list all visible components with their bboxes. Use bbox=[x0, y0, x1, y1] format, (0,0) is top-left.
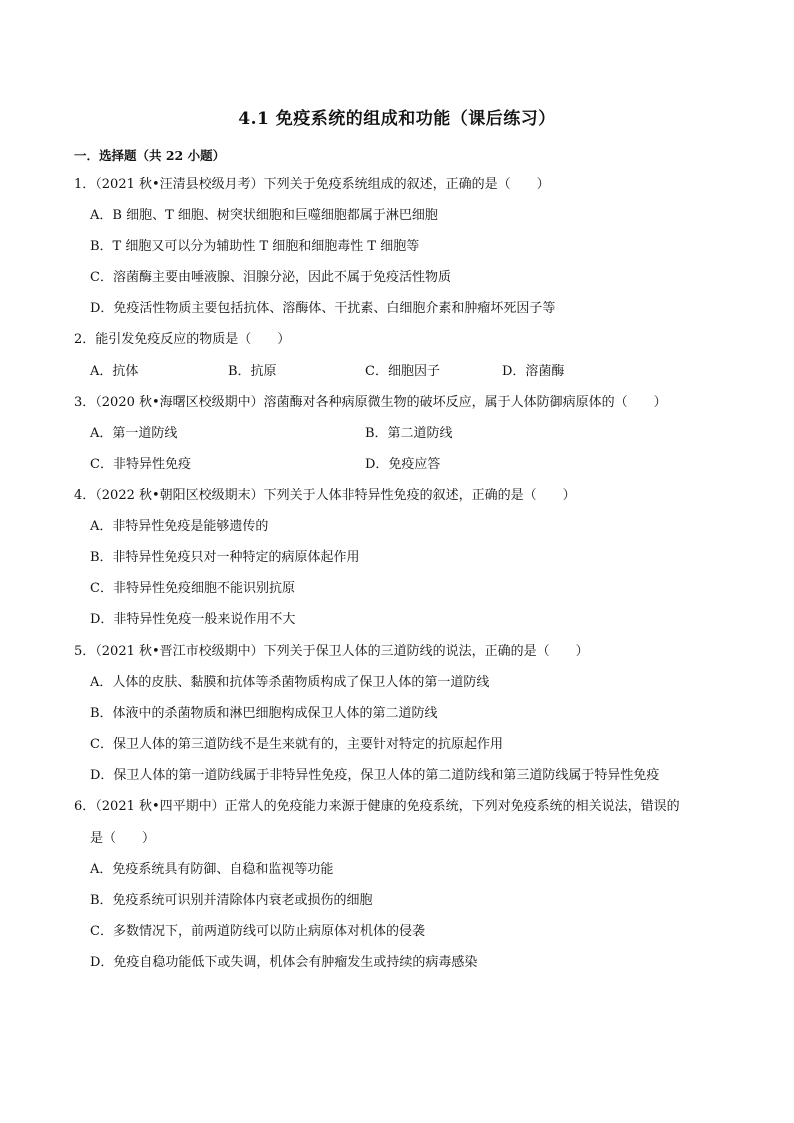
question-6-option-a: A．免疫系统具有防御、自稳和监视等功能 bbox=[90, 862, 334, 877]
question-1-option-a: A．B 细胞、T 细胞、树突状细胞和巨噬细胞都属于淋巴细胞 bbox=[90, 208, 438, 223]
question-2-stem: 2．能引发免疫反应的物质是（ ） bbox=[74, 332, 291, 347]
question-2-option-c: C．细胞因子 bbox=[365, 364, 440, 379]
question-3-option-a: A．第一道防线 bbox=[90, 426, 178, 441]
question-1-option-b: B．T 细胞又可以分为辅助性 T 细胞和细胞毒性 T 细胞等 bbox=[90, 239, 420, 254]
question-4-option-a: A．非特异性免疫是能够遗传的 bbox=[90, 519, 269, 534]
question-6-option-d: D．免疫自稳功能低下或失调，机体会有肿瘤发生或持续的病毒感染 bbox=[90, 955, 478, 970]
question-2-option-d: D．溶菌酶 bbox=[502, 364, 565, 379]
question-3-option-c: C．非特异性免疫 bbox=[90, 457, 191, 472]
question-4-option-b: B．非特异性免疫只对一种特定的病原体起作用 bbox=[90, 550, 360, 565]
question-2-option-a: A．抗体 bbox=[90, 364, 139, 379]
question-1-option-d: D．免疫活性物质主要包括抗体、溶酶体、干扰素、白细胞介素和肿瘤坏死因子等 bbox=[90, 301, 556, 316]
section-heading: 一．选择题（共 22 小题） bbox=[74, 148, 226, 163]
question-5-option-c: C．保卫人体的第三道防线不是生来就有的，主要针对特定的抗原起作用 bbox=[90, 737, 503, 752]
question-4-option-c: C．非特异性免疫细胞不能识别抗原 bbox=[90, 581, 295, 596]
question-3-option-b: B．第二道防线 bbox=[365, 426, 453, 441]
question-5-option-b: B．体液中的杀菌物质和淋巴细胞构成保卫人体的第二道防线 bbox=[90, 706, 438, 721]
question-6-stem: 6．（2021 秋•四平期中）正常人的免疫能力来源于健康的免疫系统，下列对免疫系统的相关说法，错误的 bbox=[74, 799, 680, 814]
question-6-option-b: B．免疫系统可识别并清除体内衰老或损伤的细胞 bbox=[90, 893, 373, 908]
question-1-stem: 1．（2021 秋•汪清县校级月考）下列关于免疫系统组成的叙述，正确的是（ ） bbox=[74, 177, 550, 192]
page-title: 4.1 免疫系统的组成和功能（课后练习） bbox=[238, 109, 556, 129]
question-3-stem: 3．（2020 秋•海曙区校级期中）溶菌酶对各种病原微生物的破坏反应，属于人体防御病原体的（ ） bbox=[74, 395, 667, 410]
question-3-option-d: D．免疫应答 bbox=[365, 457, 441, 472]
question-1-option-c: C．溶菌酶主要由唾液腺、泪腺分泌，因此不属于免疫活性物质 bbox=[90, 270, 451, 285]
question-4-stem: 4．（2022 秋•朝阳区校级期末）下列关于人体非特异性免疫的叙述，正确的是（ ） bbox=[74, 488, 576, 503]
question-6-stem-continued: 是（ ） bbox=[90, 831, 156, 846]
question-6-option-c: C．多数情况下，前两道防线可以防止病原体对机体的侵袭 bbox=[90, 924, 425, 939]
question-5-option-d: D．保卫人体的第一道防线属于非特异性免疫，保卫人体的第二道防线和第三道防线属于特异性免疫 bbox=[90, 768, 660, 783]
question-5-stem: 5．（2021 秋•晋江市校级期中）下列关于保卫人体的三道防线的说法，正确的是（ ） bbox=[74, 644, 589, 659]
question-2-option-b: B．抗原 bbox=[228, 364, 277, 379]
question-5-option-a: A．人体的皮肤、黏膜和抗体等杀菌物质构成了保卫人体的第一道防线 bbox=[90, 675, 490, 690]
question-4-option-d: D．非特异性免疫一般来说作用不大 bbox=[90, 612, 296, 627]
